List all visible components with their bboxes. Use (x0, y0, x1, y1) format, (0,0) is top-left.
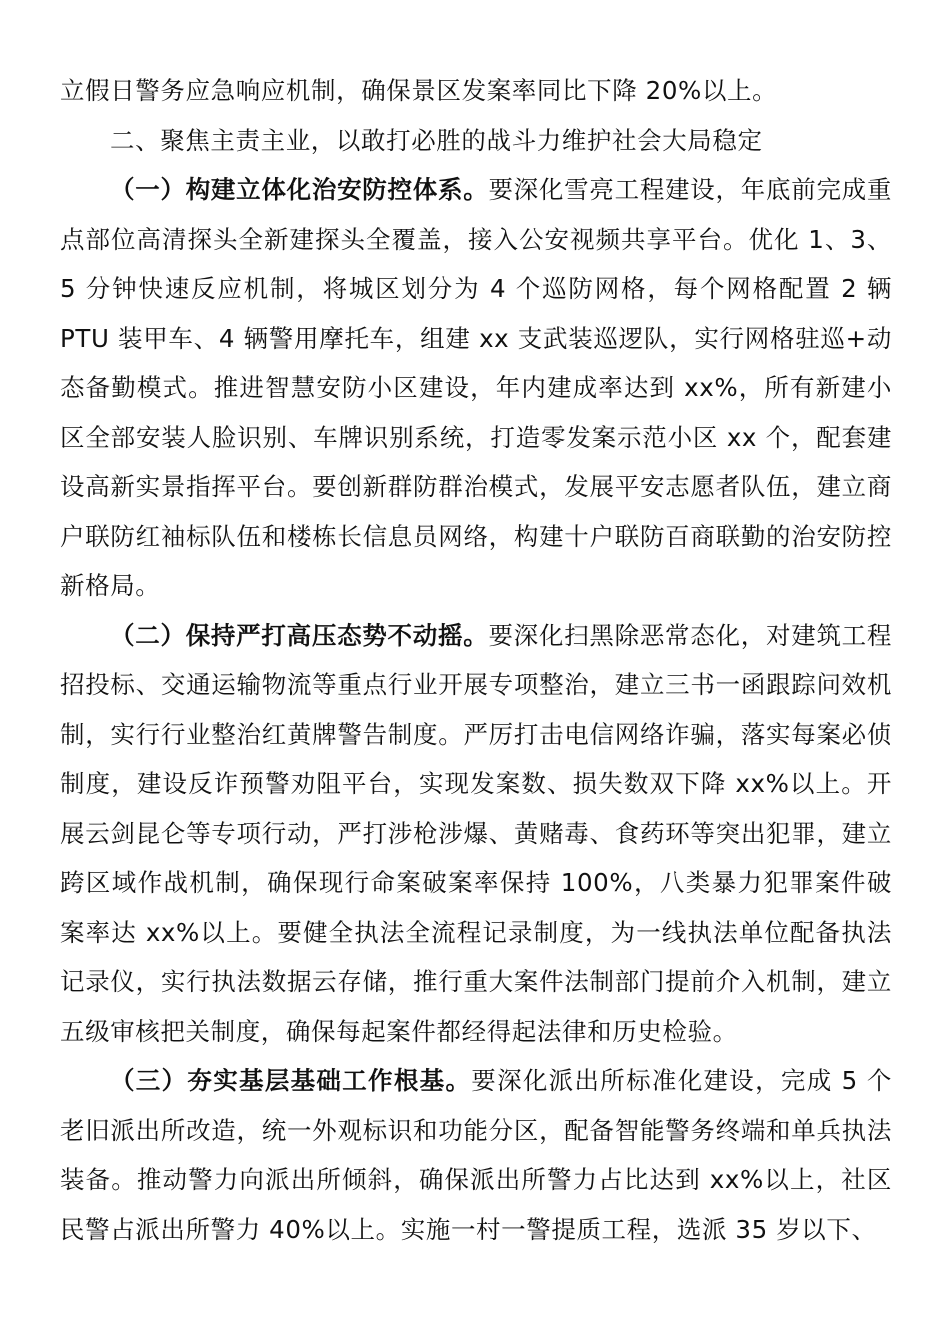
document-body (60, 66, 892, 1254)
subsection-1-text: 要深化雪亮工程建设，年底前完成重点部位高清探头全新建探头全覆盖，接入公安视频共享平台。优化 1、3、5 分钟快速反应机制，将城区划分为 4 个巡防网格，每个网格配置 2 辆 PTU 装甲车、4 辆警用摩托车，组建 xx 支武装巡逻队，实行网格驻巡+动态备勤模式。推进智慧安防小区建设，年内建成率达到 xx%，所有新建小区全部安装人脸识别、车牌识别系统，打造零发案示范小区 xx 个，配套建设高新实景指挥平台。要创新群防群治模式，发展平安志愿者队伍，建立商户联防红袖标队伍和楼栋长信息员网络，构建十户联防百商联勤的治安防控新格局。 (60, 175, 892, 600)
paragraph-continuation (60, 66, 892, 116)
subsection-3 (60, 1056, 892, 1254)
subsection-3-text: 要深化派出所标准化建设，完成 5 个老旧派出所改造，统一外观标识和功能分区，配备智能警务终端和单兵执法装备。推动警力向派出所倾斜，确保派出所警力占比达到 xx%以上，社区民警占派出所警力 40%以上。实施一村一警提质工程，选派 35 岁以下、 (60, 1066, 892, 1244)
subsection-2 (60, 611, 892, 1057)
paragraph-text: 立假日警务应急响应机制，确保景区发案率同比下降 20%以上。 (60, 76, 778, 105)
subsection-1 (60, 165, 892, 611)
section-heading-text: 二、聚焦主责主业，以敢打必胜的战斗力维护社会大局稳定 (110, 125, 763, 155)
section-heading (60, 116, 892, 166)
subsection-1-title: （一）构建立体化治安防控体系。 (110, 175, 489, 204)
subsection-2-text: 要深化扫黑除恶常态化，对建筑工程招投标、交通运输物流等重点行业开展专项整治，建立三书一函跟踪问效机制，实行行业整治红黄牌警告制度。严厉打击电信网络诈骗，落实每案必侦制度，建设反诈预警劝阻平台，实现发案数、损失数双下降 xx%以上。开展云剑昆仑等专项行动，严打涉枪涉爆、黄赌毒、食药环等突出犯罪，建立跨区域作战机制，确保现行命案破案率保持 100%，八类暴力犯罪案件破案率达 xx%以上。要健全执法全流程记录制度，为一线执法单位配备执法记录仪，实行执法数据云存储，推行重大案件法制部门提前介入机制，建立五级审核把关制度，确保每起案件都经得起法律和历史检验。 (60, 620, 892, 1046)
subsection-2-title: （二）保持严打高压态势不动摇。 (110, 620, 489, 650)
subsection-3-title: （三）夯实基层基础工作根基。 (110, 1066, 472, 1095)
